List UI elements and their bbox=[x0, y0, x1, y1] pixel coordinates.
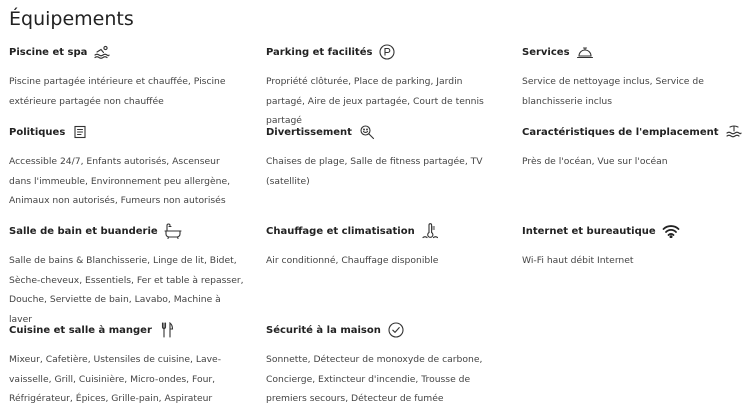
category-bathroom-laundry bbox=[9, 221, 244, 329]
category-title: Divertissement bbox=[266, 126, 352, 138]
category-title: Parking et facilités bbox=[266, 46, 373, 58]
category-title: Politiques bbox=[9, 126, 66, 138]
category-internet-office bbox=[522, 221, 748, 271]
category-items: Accessible 24/7, Enfants autorisés, Ascenseur dans l'immeuble, Environnement peu allergène, Animaux non autorisés, Fumeurs non autorisés bbox=[9, 156, 231, 206]
parking-icon bbox=[378, 43, 396, 61]
category-items: Mixeur, Cafetière, Ustensiles de cuisine, Lave-vaisselle, Grill, Cuisinière, Micro-ondes, Four, Réfrigérateur, Épices, Grille-pain, Aspirateur bbox=[9, 354, 222, 404]
category-items: Piscine partagée intérieure et chauffée, Piscine extérieure partagée non chauffée bbox=[9, 76, 226, 107]
category-items: Chaises de plage, Salle de fitness partagée, TV (satellite) bbox=[266, 156, 483, 187]
category-items: Salle de bains & Blanchisserie, Linge de lit, Bidet, Sèche-cheveux, Essentiels, Fer et table à repasser, Douche, Serviette de bain, Lavabo, Machine à laver bbox=[9, 255, 244, 325]
wifi-icon bbox=[662, 222, 680, 240]
beach-icon bbox=[725, 123, 743, 141]
category-items: Air conditionné, Chauffage disponible bbox=[266, 255, 439, 266]
category-entertainment bbox=[266, 122, 501, 191]
service-bell-icon bbox=[576, 43, 594, 61]
category-title: Services bbox=[522, 46, 570, 58]
category-title: Sécurité à la maison bbox=[266, 324, 381, 336]
category-title: Chauffage et climatisation bbox=[266, 225, 415, 237]
bathtub-icon bbox=[164, 222, 182, 240]
page-title: Équipements bbox=[9, 8, 134, 30]
category-title: Cuisine et salle à manger bbox=[9, 324, 152, 336]
pool-icon bbox=[93, 43, 111, 61]
category-items: Sonnette, Détecteur de monoxyde de carbone, Concierge, Extincteur d'incendie, Trousse de premiers secours, Détecteur de fumée bbox=[266, 354, 483, 404]
category-items: Wi-Fi haut débit Internet bbox=[522, 255, 634, 266]
thermometer-icon bbox=[421, 222, 439, 240]
category-items: Près de l'océan, Vue sur l'océan bbox=[522, 156, 668, 167]
cutlery-icon bbox=[158, 321, 176, 339]
category-title: Salle de bain et buanderie bbox=[9, 225, 158, 237]
category-heating-cooling bbox=[266, 221, 501, 271]
category-services bbox=[522, 42, 748, 111]
category-items: Service de nettoyage inclus, Service de blanchisserie inclus bbox=[522, 76, 704, 107]
document-icon bbox=[71, 123, 89, 141]
category-title: Caractéristiques de l'emplacement bbox=[522, 126, 719, 138]
entertainment-icon bbox=[358, 123, 376, 141]
category-parking bbox=[266, 42, 501, 131]
category-title: Piscine et spa bbox=[9, 46, 88, 58]
category-location bbox=[522, 122, 748, 172]
category-kitchen-dining bbox=[9, 320, 244, 409]
category-pool-spa bbox=[9, 42, 244, 111]
category-items: Propriété clôturée, Place de parking, Jardin partagé, Aire de jeux partagée, Court de tennis partagé bbox=[266, 76, 484, 126]
check-circle-icon bbox=[387, 321, 405, 339]
category-home-safety bbox=[266, 320, 501, 409]
category-policies bbox=[9, 122, 244, 211]
category-title: Internet et bureautique bbox=[522, 225, 656, 237]
